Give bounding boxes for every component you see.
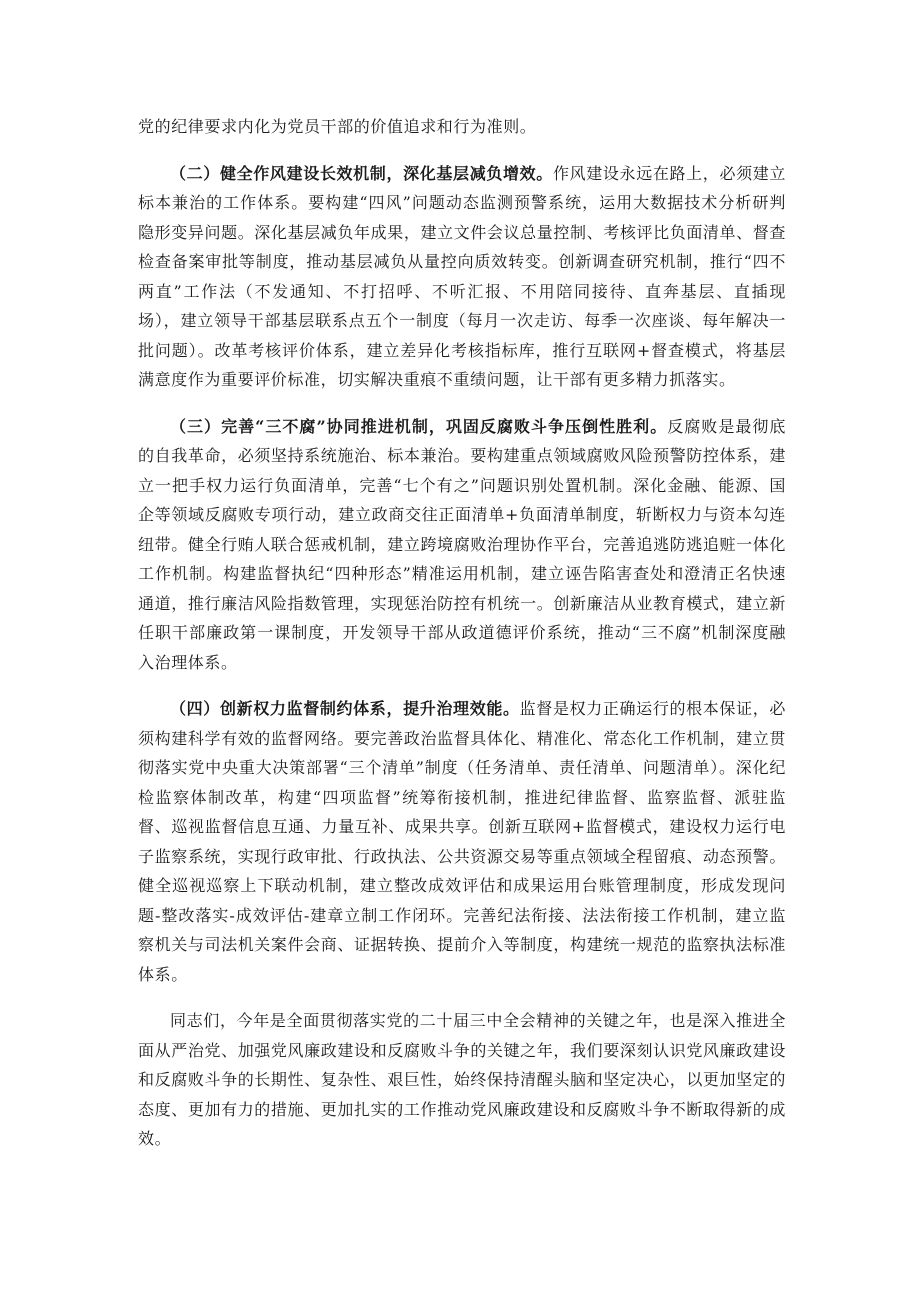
section-3-heading: （三）完善“三不腐”协同推进机制，巩固反腐败斗争压倒性胜利。 [170,416,668,436]
section-4-paragraph [138,694,786,989]
section-3-paragraph [138,412,786,678]
paragraph-continuation [138,112,786,142]
section-2-text: 作风建设永远在路上，必须建立标本兼治的工作体系。要构建“四风”问题动态监测预警系统，运用大数据技术分析研判隐形变异问题。深化基层减负年成果，建立文件会议总量控制、考核评比负面清单、督查检查备案审批等制度，推动基层减负从量控向质效转变。创新调查研究机制，推行“四不两直”工作法（不发通知、不打招呼、不听汇报、不用陪同接待、直奔基层、直插现场），建立领导干部基层联系点五个一制度（每月一次走访、每季一次座谈、每年解决一批问题）。改革考核评价体系，建立差异化考核指标库，推行互联网+督查模式，将基层满意度作为重要评价标准，切实解决重痕不重绩问题，让干部有更多精力抓落实。 [138,163,786,389]
closing-text: 同志们，今年是全面贯彻落实党的二十届三中全会精神的关键之年，也是深入推进全面从严治党、加强党风廉政建设和反腐败斗争的关键之年，我们要深刻认识党风廉政建设和反腐败斗争的长期性、复杂性、艰巨性，始终保持清醒头脑和坚定决心，以更加坚定的态度、更加有力的措施、更加扎实的工作推动党风廉政建设和反腐败斗争不断取得新的成效。 [138,1011,786,1148]
paragraph-text: 党的纪律要求内化为党员干部的价值追求和行为准则。 [138,117,537,136]
closing-paragraph [138,1006,786,1154]
document-page [138,112,786,1154]
section-4-heading: （四）创新权力监督制约体系，提升治理效能。 [170,699,520,718]
section-3-text: 反腐败是最彻底的自我革命，必须坚持系统施治、标本兼治。要构建重点领域腐败风险预警防控体系，建立一把手权力运行负面清单，完善“七个有之”问题识别处置机制。深化金融、能源、国企等领域反腐败专项行动，建立政商交往正面清单+负面清单制度，斩断权力与资本勾连纽带。健全行贿人联合惩戒机制，建立跨境腐败治理协作平台，完善追逃防逃追赃一体化工作机制。构建监督执纪“四种形态”精准运用机制，建立诬告陷害查处和澄清正名快速通道，推行廉洁风险指数管理，实现惩治防控有机统一。创新廉洁从业教育模式，建立新任职干部廉政第一课制度，开发领导干部从政道德评价系统，推动“三不腐”机制深度融入治理体系。 [138,416,786,672]
section-4-text: 监督是权力正确运行的根本保证，必须构建科学有效的监督网络。要完善政治监督具体化、精准化、常态化工作机制，建立贯彻落实党中央重大决策部署“三个清单”制度（任务清单、责任清单、问题清单）。深化纪检监察体制改革，构建“四项监督”统筹衔接机制，推进纪律监督、监察监督、派驻监督、巡视监督信息互通、力量互补、成果共享。创新互联网+监督模式，建设权力运行电子监察系统，实现行政审批、行政执法、公共资源交易等重点领域全程留痕、动态预警。健全巡视巡察上下联动机制，建立整改成效评估和成果运用台账管理制度，形成发现问题-整改落实-成效评估-建章立制工作闭环。完善纪法衔接、法法衔接工作机制，建立监察机关与司法机关案件会商、证据转换、提前介入等制度，构建统一规范的监察执法标准体系。 [138,699,786,984]
section-2-heading: （二）健全作风建设长效机制，深化基层减负增效。 [170,163,553,183]
section-2-paragraph [138,159,786,395]
